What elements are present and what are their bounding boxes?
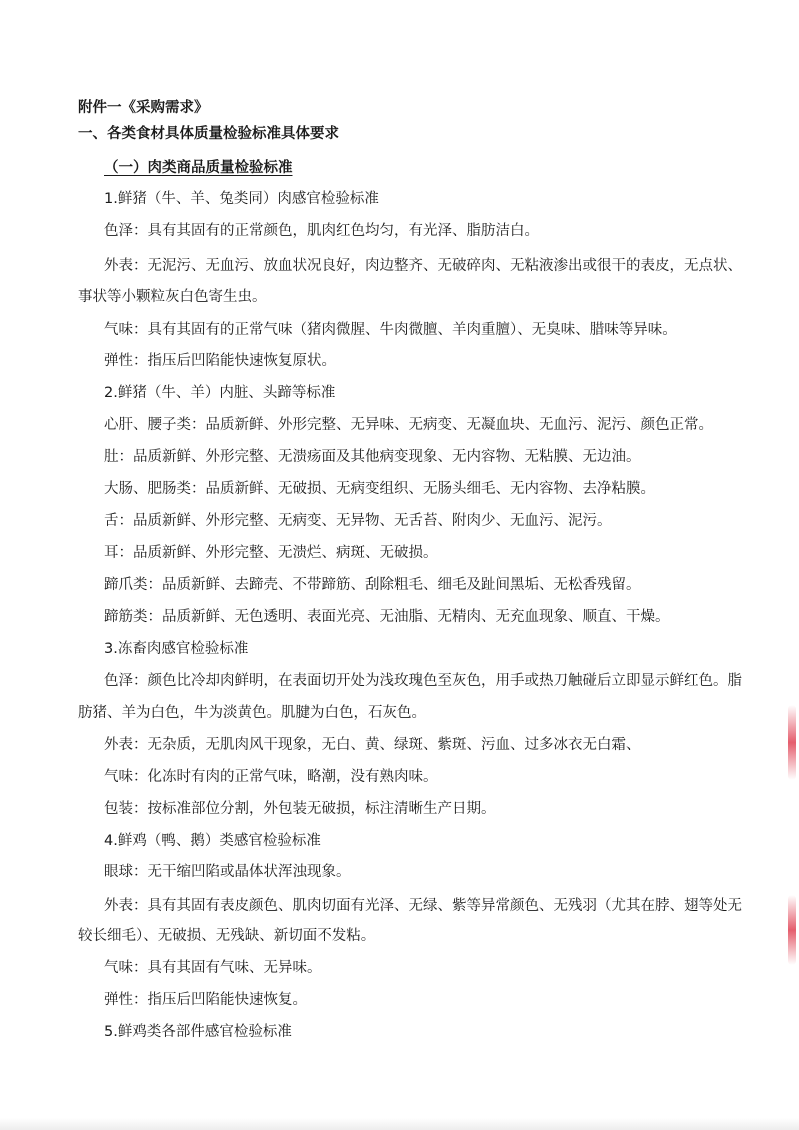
seal-fragment-lower xyxy=(788,895,796,965)
scan-edge-shadow xyxy=(0,1118,799,1130)
paragraph-packaging: 包装：按标准部位分割，外包装无破损，标注清晰生产日期。 xyxy=(104,801,496,817)
paragraph-tendon: 蹄筋类：品质新鲜、无色透明、表面光亮、无油脂、无精肉、无充血现象、顺直、干燥。 xyxy=(104,609,670,625)
seal-fragment-upper xyxy=(788,705,796,780)
paragraph-smell: 气味：具有其固有的正常气味（猪肉微腥、牛肉微膻、羊肉重膻）、无臭味、腊味等异味。 xyxy=(104,322,677,338)
subsection-title: （一）肉类商品质量检验标准 xyxy=(104,160,293,176)
paragraph-poultry-appearance: 外表：具有其固有表皮颜色、肌肉切面有光泽、无绿、紫等异常颜色、无残羽（尤其在脖、翅等处无 xyxy=(104,898,742,914)
paragraph-poultry-smell: 气味：具有其固有气味、无异味。 xyxy=(104,960,322,976)
heading-frozen-meat: 3.冻畜肉感官检验标准 xyxy=(104,641,249,657)
paragraph-frozen-smell: 气味：化冻时有肉的正常气味，略潮，没有熟肉味。 xyxy=(104,769,438,785)
paragraph-appearance: 外表：无泥污、无血污、放血状况良好，肉边整齐、无破碎肉、无粘液渗出或很干的表皮，无点状、 xyxy=(104,258,742,274)
paragraph-poultry-appearance-cont: 较长细毛）、无破损、无残缺、新切面不发粘。 xyxy=(78,928,376,944)
paragraph-eyes: 眼球：无干缩凹陷或晶体状浑浊现象。 xyxy=(104,864,351,880)
paragraph-poultry-elasticity: 弹性：指压后凹陷能快速恢复。 xyxy=(104,992,307,1008)
paragraph-heart-liver: 心肝、腰子类：品质新鲜、外形完整、无异味、无病变、无凝血块、无血污、泥污、颜色正常。 xyxy=(104,417,713,433)
paragraph-tripe: 肚：品质新鲜、外形完整、无溃疡面及其他病变现象、无内容物、无粘膜、无边油。 xyxy=(104,449,641,465)
paragraph-tongue: 舌：品质新鲜、外形完整、无病变、无异物、无舌苔、附肉少、无血污、泥污。 xyxy=(104,513,612,529)
heading-offal: 2.鲜猪（牛、羊）内脏、头蹄等标准 xyxy=(104,385,336,401)
heading-poultry: 4.鲜鸡（鸭、鹅）类感官检验标准 xyxy=(104,833,321,849)
paragraph-intestine: 大肠、肥肠类：品质新鲜、无破损、无病变组织、无肠头细毛、无内容物、去净粘膜。 xyxy=(104,481,655,497)
paragraph-frozen-color-cont: 肪猪、羊为白色，牛为淡黄色。肌腱为白色，石灰色。 xyxy=(78,705,426,721)
section-title: 一、各类食材具体质量检验标准具体要求 xyxy=(78,126,339,142)
paragraph-ear: 耳：品质新鲜、外形完整、无溃烂、病斑、无破损。 xyxy=(104,545,438,561)
attachment-title: 附件一《采购需求》 xyxy=(78,100,209,116)
paragraph-appearance-cont: 事状等小颗粒灰白色寄生虫。 xyxy=(78,289,267,305)
paragraph-color: 色泽：具有其固有的正常颜色，肌肉红色均匀，有光泽、脂肪洁白。 xyxy=(104,223,539,239)
heading-fresh-pork: 1.鲜猪（牛、羊、兔类同）肉感官检验标准 xyxy=(104,191,379,207)
heading-chicken-parts: 5.鲜鸡类各部件感官检验标准 xyxy=(104,1024,292,1040)
paragraph-trotter: 蹄爪类：品质新鲜、去蹄壳、不带蹄筋、刮除粗毛、细毛及趾间黑垢、无松香残留。 xyxy=(104,577,641,593)
paragraph-elasticity: 弹性：指压后凹陷能快速恢复原状。 xyxy=(104,353,336,369)
paragraph-frozen-appearance: 外表：无杂质，无肌肉风干现象，无白、黄、绿斑、紫斑、污血、过多冰衣无白霜、 xyxy=(104,737,641,753)
paragraph-frozen-color: 色泽：颜色比冷却肉鲜明，在表面切开处为浅玫瑰色至灰色，用手或热刀触碰后立即显示鲜红色。脂 xyxy=(104,673,742,689)
